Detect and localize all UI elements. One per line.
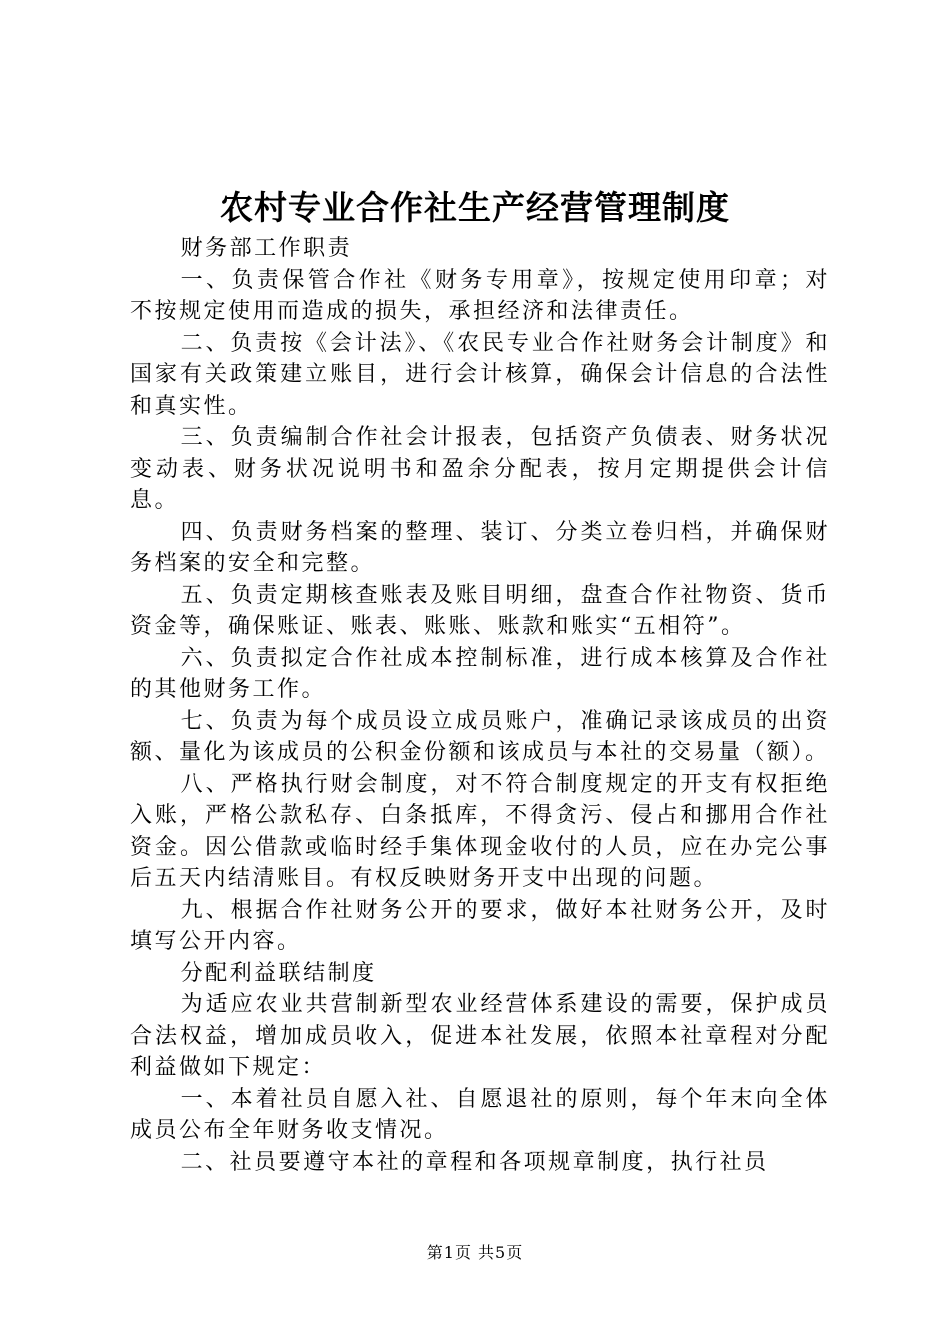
document-body: [130, 233, 830, 1178]
paragraph-finance-item-7: 七、负责为每个成员设立成员账户，准确记录该成员的出资额、量化为该成员的公积金份额和该成员与本社的交易量（额）。: [130, 708, 830, 765]
paragraph-finance-item-9: 九、根据合作社财务公开的要求，做好本社财务公开，及时填写公开内容。: [130, 897, 830, 954]
paragraph-finance-item-1: 一、负责保管合作社《财务专用章》，按规定使用印章；对不按规定使用而造成的损失，承担经济和法律责任。: [130, 267, 830, 324]
document-title: 农村专业合作社生产经营管理制度: [220, 188, 730, 227]
paragraph-finance-item-6: 六、负责拟定合作社成本控制标准，进行成本核算及合作社的其他财务工作。: [130, 645, 830, 702]
paragraph-finance-item-3: 三、负责编制合作社会计报表，包括资产负债表、财务状况变动表、财务状况说明书和盈余分配表，按月定期提供会计信息。: [130, 425, 830, 513]
paragraph-distribution-intro: 为适应农业共营制新型农业经营体系建设的需要，保护成员合法权益，增加成员收入，促进本社发展，依照本社章程对分配利益做如下规定：: [130, 992, 830, 1080]
section-heading-profit-distribution: 分配利益联结制度: [180, 960, 377, 986]
paragraph-finance-item-2: 二、负责按《会计法》、《农民专业合作社财务会计制度》和国家有关政策建立账目，进行会计核算，确保会计信息的合法性和真实性。: [130, 330, 830, 419]
paragraph-finance-item-4: 四、负责财务档案的整理、装订、分类立卷归档，并确保财务档案的安全和完整。: [130, 519, 830, 576]
paragraph-finance-item-5: 五、负责定期核查账表及账目明细，盘查合作社物资、货币资金等，确保账证、账表、账账、账款和账实“五相符”。: [130, 582, 830, 639]
paragraph-distribution-item-1: 一、本着社员自愿入社、自愿退社的原则，每个年末向全体成员公布全年财务收支情况。: [130, 1086, 830, 1143]
paragraph-finance-item-8: 八、严格执行财会制度，对不符合制度规定的开支有权拒绝入账，严格公款私存、白条抵库，不得贪污、侵占和挪用合作社资金。因公借款或临时经手集体现金收付的人员，应在办完公事后五天内结清账目。有权反映财务开支中出现的问题。: [130, 771, 830, 891]
paragraph-distribution-item-2: 二、社员要遵守本社的章程和各项规章制度，执行社员: [180, 1149, 769, 1175]
page-footer: 第1页 共5页: [426, 1243, 524, 1262]
section-heading-finance-duties: 财务部工作职责: [180, 236, 353, 261]
